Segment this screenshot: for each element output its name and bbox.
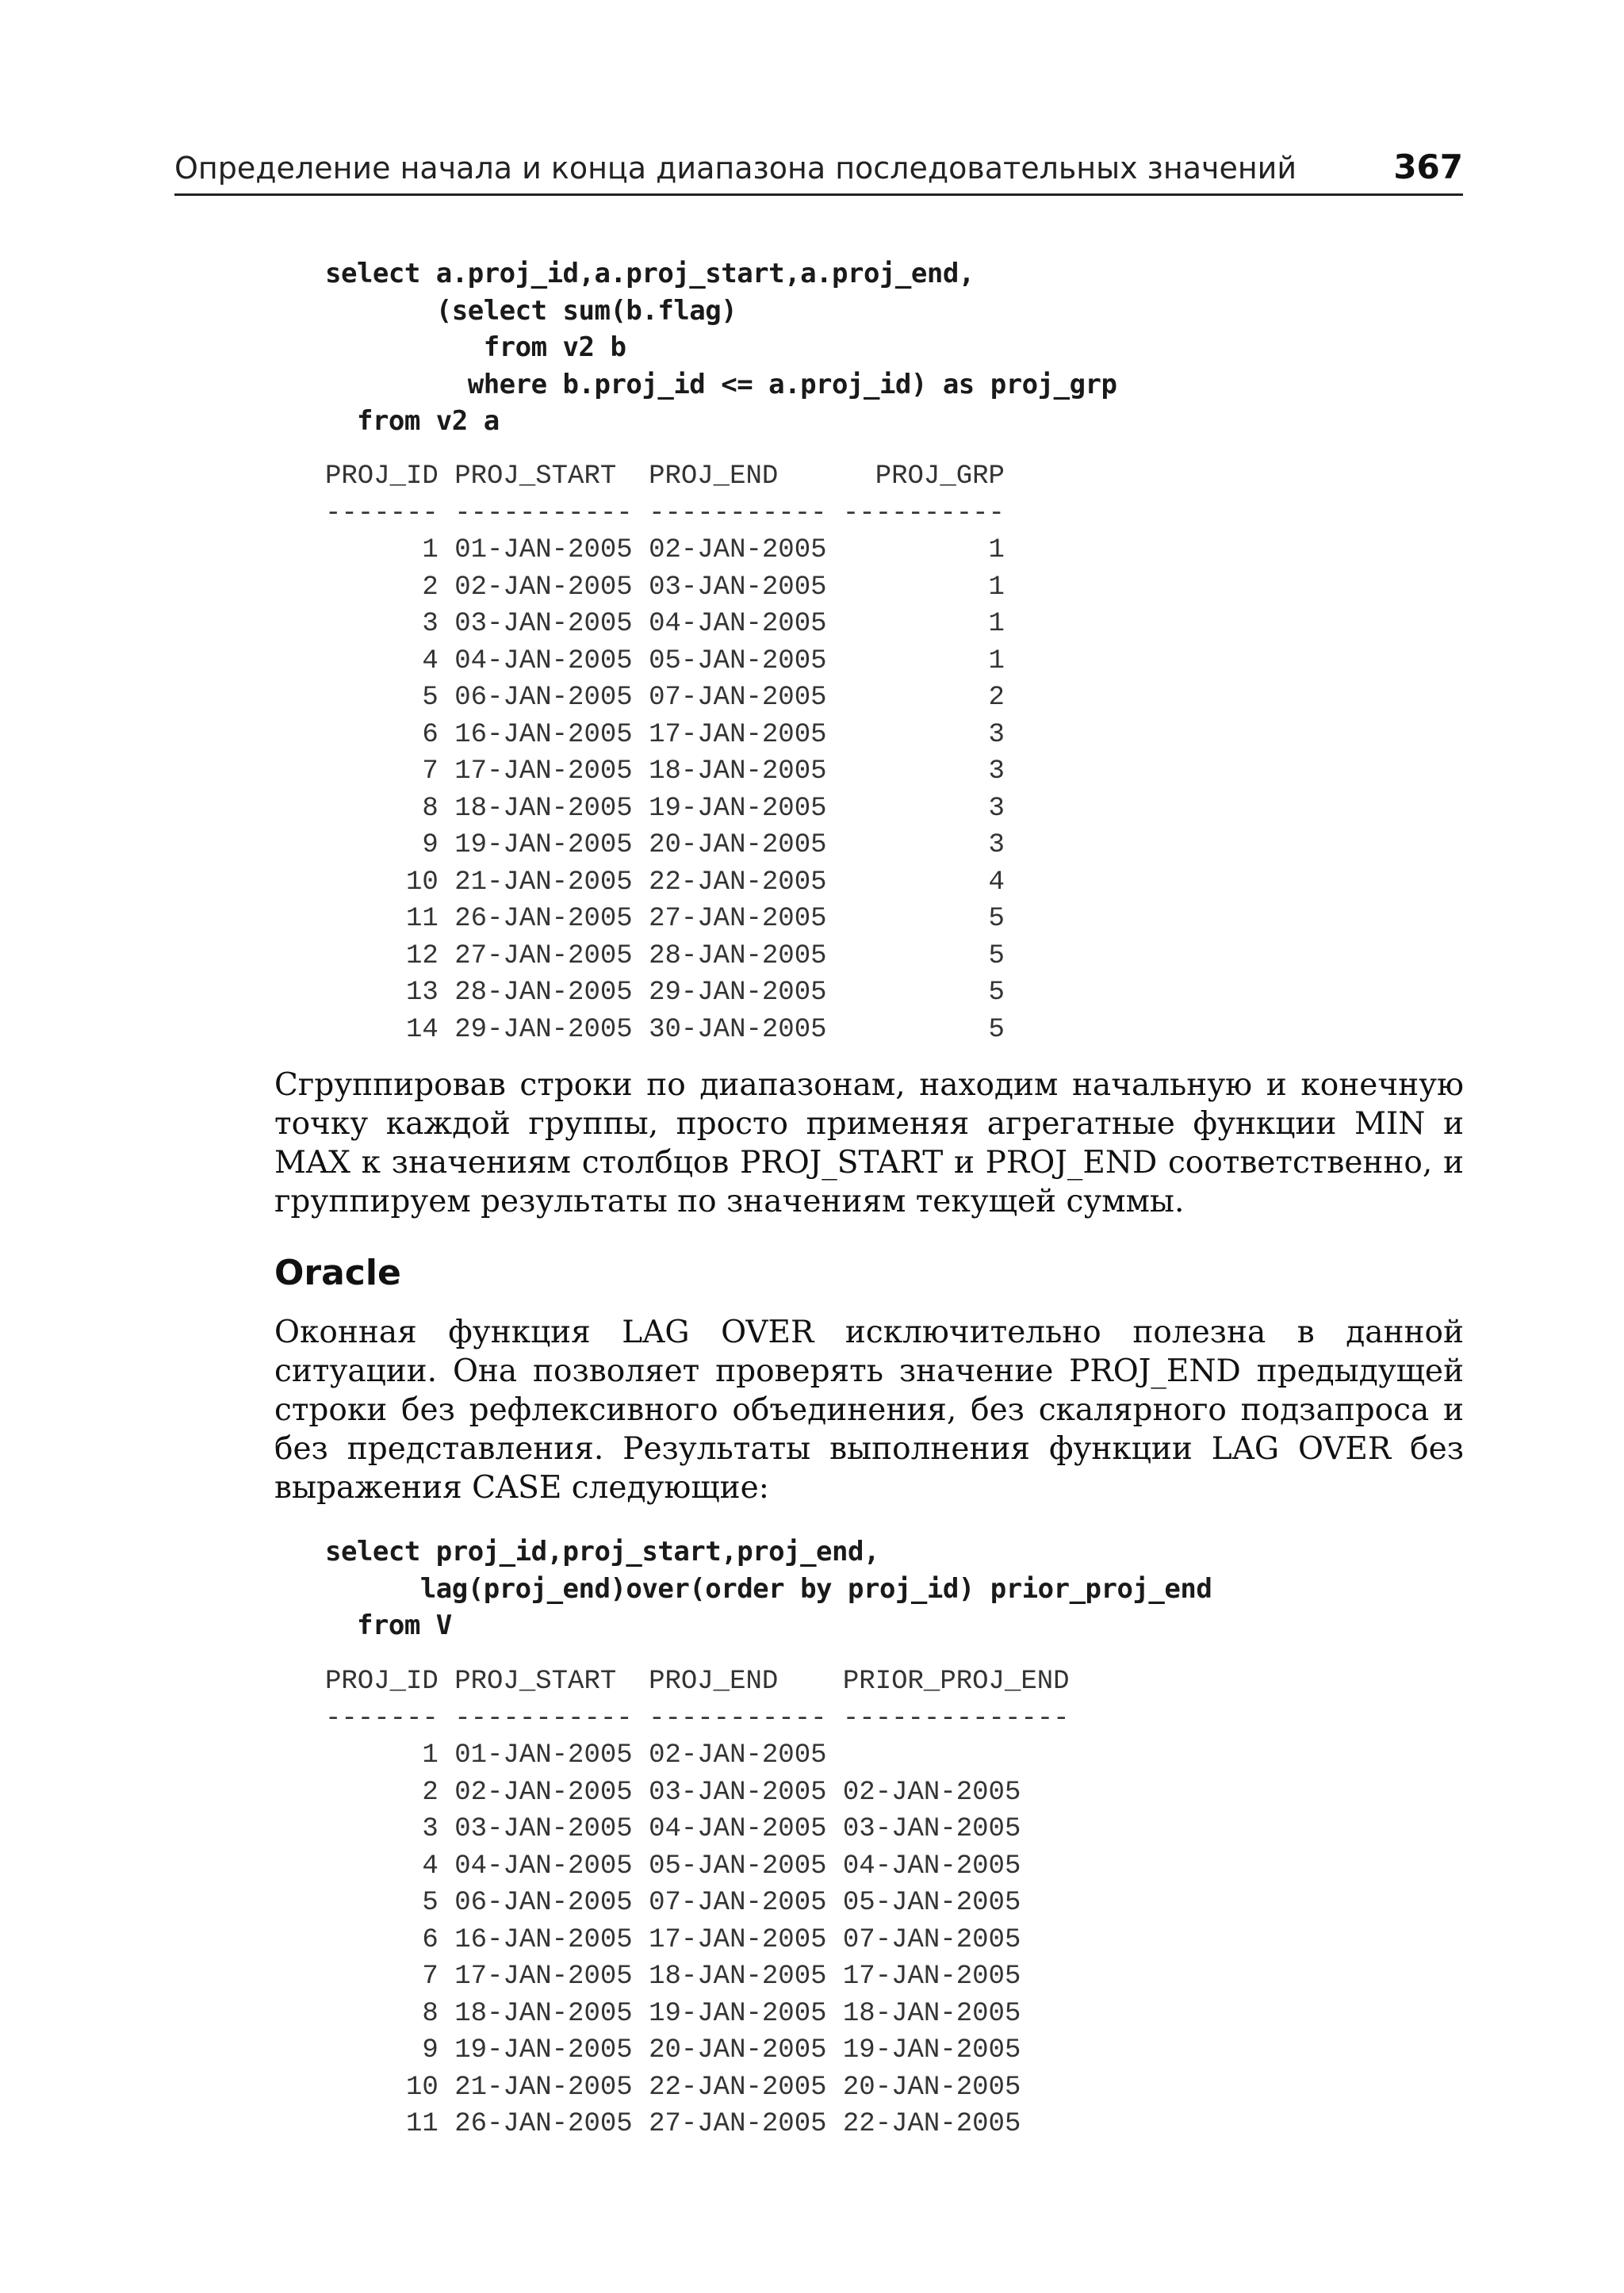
query-result-table-proj-grp: PROJ_ID PROJ_START PROJ_END PROJ_GRP ------- ----------- ----------- ---------- 1 01-JAN-2005 02-JAN-2005 1 2 02-JAN-2005 03-JAN-2005 1 3 03-JAN-2005 04-JAN-2005 1 4 04-JAN-2005 05-JAN-2005 1 5 06-JAN-2005 07-JAN-2005 2 6 16-JAN-2005 17-JAN-2005 3 7 17-JAN-2005 18-JAN-2005 3 8 18-JAN-2005 19-JAN-2005 3 9 19-JAN-2005 20-JAN-2005 3 10 21-JAN-2005 22-JAN-2005 4 11 26-JAN-2005 27-JAN-2005 5 12 27-JAN-2005 28-JAN-2005 5 13 28-JAN-2005 29-JAN-2005 5 14 29-JAN-2005 30-JAN-2005 5	[325, 461, 1005, 1045]
query-result-table-prior-proj-end: PROJ_ID PROJ_START PROJ_END PRIOR_PROJ_END ------- ----------- ----------- -------------- 1 01-JAN-2005 02-JAN-2005 2 02-JAN-2005 03-JAN-2005 02-JAN-2005 3 03-JAN-2005 04-JAN-2005 03-JAN-2005 4 04-JAN-2005 05-JAN-2005 04-JAN-2005 5 06-JAN-2005 07-JAN-2005 05-JAN-2005 6 16-JAN-2005 17-JAN-2005 07-JAN-2005 7 17-JAN-2005 18-JAN-2005 17-JAN-2005 8 18-JAN-2005 19-JAN-2005 18-JAN-2005 9 19-JAN-2005 20-JAN-2005 19-JAN-2005 10 21-JAN-2005 22-JAN-2005 20-JAN-2005 11 26-JAN-2005 27-JAN-2005 22-JAN-2005	[325, 1667, 1070, 2139]
sql-query-lag-over: select proj_id,proj_start,proj_end, lag(proj_end)over(order by proj_id) prior_proj_end from V	[325, 1536, 1212, 1641]
body-paragraph-lag-over: Оконная функция LAG OVER исключительно полезна в данной ситуации. Она позволяет проверять значение PROJ_END предыдущей строки без рефлексивного объединения, без скалярного подзапроса и без представления. Результаты выполнения функции LAG OVER без выражения CASE следующие:	[274, 1315, 1464, 1506]
running-header	[174, 146, 1463, 196]
sql-query-running-total: select a.proj_id,a.proj_start,a.proj_end, (select sum(b.flag) from v2 b where b.proj_id <= a.proj_id) as proj_grp from v2 a	[325, 258, 1117, 437]
page-number: 367	[1393, 147, 1463, 186]
running-title: Определение начала и конца диапазона последовательных значений	[174, 151, 1297, 186]
section-heading-oracle: Oracle	[274, 1253, 401, 1293]
body-paragraph-grouping: Сгруппировав строки по диапазонам, находим начальную и конечную точку каждой группы, просто применяя агрегатные функции MIN и MAX к значениям столбцов PROJ_START и PROJ_END соответственно, и группируем результаты по значениям текущей суммы.	[274, 1067, 1464, 1219]
